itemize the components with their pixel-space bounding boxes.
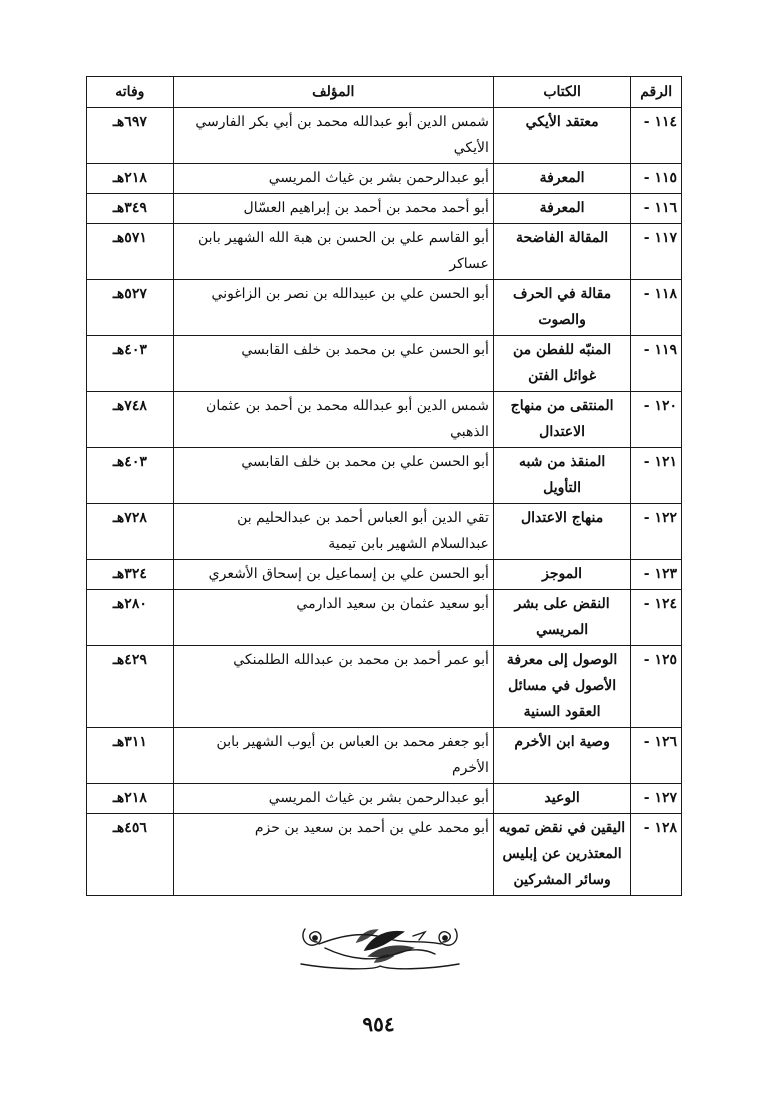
row-death: ٤٥٦هـ: [87, 814, 174, 896]
table-row: [87, 814, 682, 896]
row-book: اليقين في نقض تمويه المعتذرين عن إبليس وسائر المشركين: [493, 814, 630, 896]
table-row: [87, 590, 682, 646]
row-number: ١١٤ -: [631, 108, 682, 164]
row-author: أبو الحسن علي بن إسماعيل بن إسحاق الأشعري: [173, 560, 493, 590]
row-death: ٥٢٧هـ: [87, 280, 174, 336]
row-number: ١٢٣ -: [631, 560, 682, 590]
row-book: معتقد الأيكي: [493, 108, 630, 164]
row-book: مقالة في الحرف والصوت: [493, 280, 630, 336]
row-death: ٣١١هـ: [87, 728, 174, 784]
row-death: ٢٨٠هـ: [87, 590, 174, 646]
table-row: [87, 336, 682, 392]
row-author: شمس الدين أبو عبدالله محمد بن أحمد بن عثمان الذهبي: [173, 392, 493, 448]
table-row: [87, 224, 682, 280]
row-book: الوصول إلى معرفة الأصول في مسائل العقود السنية: [493, 646, 630, 728]
row-death: ٤٠٣هـ: [87, 336, 174, 392]
row-number: ١١٧ -: [631, 224, 682, 280]
row-author: تقي الدين أبو العباس أحمد بن عبدالحليم بن عبدالسلام الشهير بابن تيمية: [173, 504, 493, 560]
row-number: ١٢٥ -: [631, 646, 682, 728]
row-book: المعرفة: [493, 164, 630, 194]
table-row: [87, 784, 682, 814]
row-book: المعرفة: [493, 194, 630, 224]
header-author: المؤلف: [173, 77, 493, 108]
table-row: [87, 560, 682, 590]
row-book: وصية ابن الأخرم: [493, 728, 630, 784]
row-death: ٣٢٤هـ: [87, 560, 174, 590]
row-author: أبو القاسم علي بن الحسن بن هبة الله الشهير بابن عساكر: [173, 224, 493, 280]
row-book: المنبّه للفطن من غوائل الفتن: [493, 336, 630, 392]
table-row: [87, 448, 682, 504]
row-death: ٦٩٧هـ: [87, 108, 174, 164]
row-death: ٢١٨هـ: [87, 164, 174, 194]
header-book: الكتاب: [493, 77, 630, 108]
row-author: أبو الحسن علي بن محمد بن خلف القابسي: [173, 336, 493, 392]
row-death: ٢١٨هـ: [87, 784, 174, 814]
row-number: ١٢٢ -: [631, 504, 682, 560]
row-book: المقالة الفاضحة: [493, 224, 630, 280]
table-row: [87, 646, 682, 728]
floral-divider-icon: [295, 920, 465, 974]
row-death: ٤٠٣هـ: [87, 448, 174, 504]
row-book: الوعيد: [493, 784, 630, 814]
header-death: وفاته: [87, 77, 174, 108]
header-number: الرقم: [631, 77, 682, 108]
row-number: ١١٩ -: [631, 336, 682, 392]
row-number: ١٢٦ -: [631, 728, 682, 784]
row-book: منهاج الاعتدال: [493, 504, 630, 560]
books-table: [86, 76, 682, 896]
row-number: ١٢٤ -: [631, 590, 682, 646]
row-number: ١٢٧ -: [631, 784, 682, 814]
row-author: أبو عمر أحمد بن محمد بن عبدالله الطلمنكي: [173, 646, 493, 728]
table-row: [87, 194, 682, 224]
row-author: أبو الحسن علي بن عبيدالله بن نصر بن الزاغوني: [173, 280, 493, 336]
row-author: أبو عبدالرحمن بشر بن غياث المريسي: [173, 164, 493, 194]
row-author: أبو عبدالرحمن بشر بن غياث المريسي: [173, 784, 493, 814]
row-death: ٧٤٨هـ: [87, 392, 174, 448]
table-row: [87, 280, 682, 336]
row-number: ١٢٨ -: [631, 814, 682, 896]
row-death: ٣٤٩هـ: [87, 194, 174, 224]
table-row: [87, 728, 682, 784]
row-number: ١١٨ -: [631, 280, 682, 336]
row-book: المنقذ من شبه التأويل: [493, 448, 630, 504]
table-header-row: [87, 77, 682, 108]
row-number: ١١٥ -: [631, 164, 682, 194]
row-number: ١٢١ -: [631, 448, 682, 504]
row-author: أبو الحسن علي بن محمد بن خلف القابسي: [173, 448, 493, 504]
table-row: [87, 164, 682, 194]
row-author: أبو سعيد عثمان بن سعيد الدارمي: [173, 590, 493, 646]
row-author: أبو محمد علي بن أحمد بن سعيد بن حزم: [173, 814, 493, 896]
row-death: ٧٢٨هـ: [87, 504, 174, 560]
table-row: [87, 504, 682, 560]
table-row: [87, 392, 682, 448]
page-number: ٩٥٤: [362, 1012, 395, 1036]
row-book: النقض على بشر المريسي: [493, 590, 630, 646]
row-number: ١١٦ -: [631, 194, 682, 224]
row-author: أبو أحمد محمد بن أحمد بن إبراهيم العسّال: [173, 194, 493, 224]
row-book: الموجز: [493, 560, 630, 590]
row-death: ٤٢٩هـ: [87, 646, 174, 728]
row-author: أبو جعفر محمد بن العباس بن أيوب الشهير بابن الأخرم: [173, 728, 493, 784]
row-death: ٥٧١هـ: [87, 224, 174, 280]
row-number: ١٢٠ -: [631, 392, 682, 448]
row-author: شمس الدين أبو عبدالله محمد بن أبي بكر الفارسي الأيكي: [173, 108, 493, 164]
row-book: المنتقى من منهاج الاعتدال: [493, 392, 630, 448]
table-row: [87, 108, 682, 164]
